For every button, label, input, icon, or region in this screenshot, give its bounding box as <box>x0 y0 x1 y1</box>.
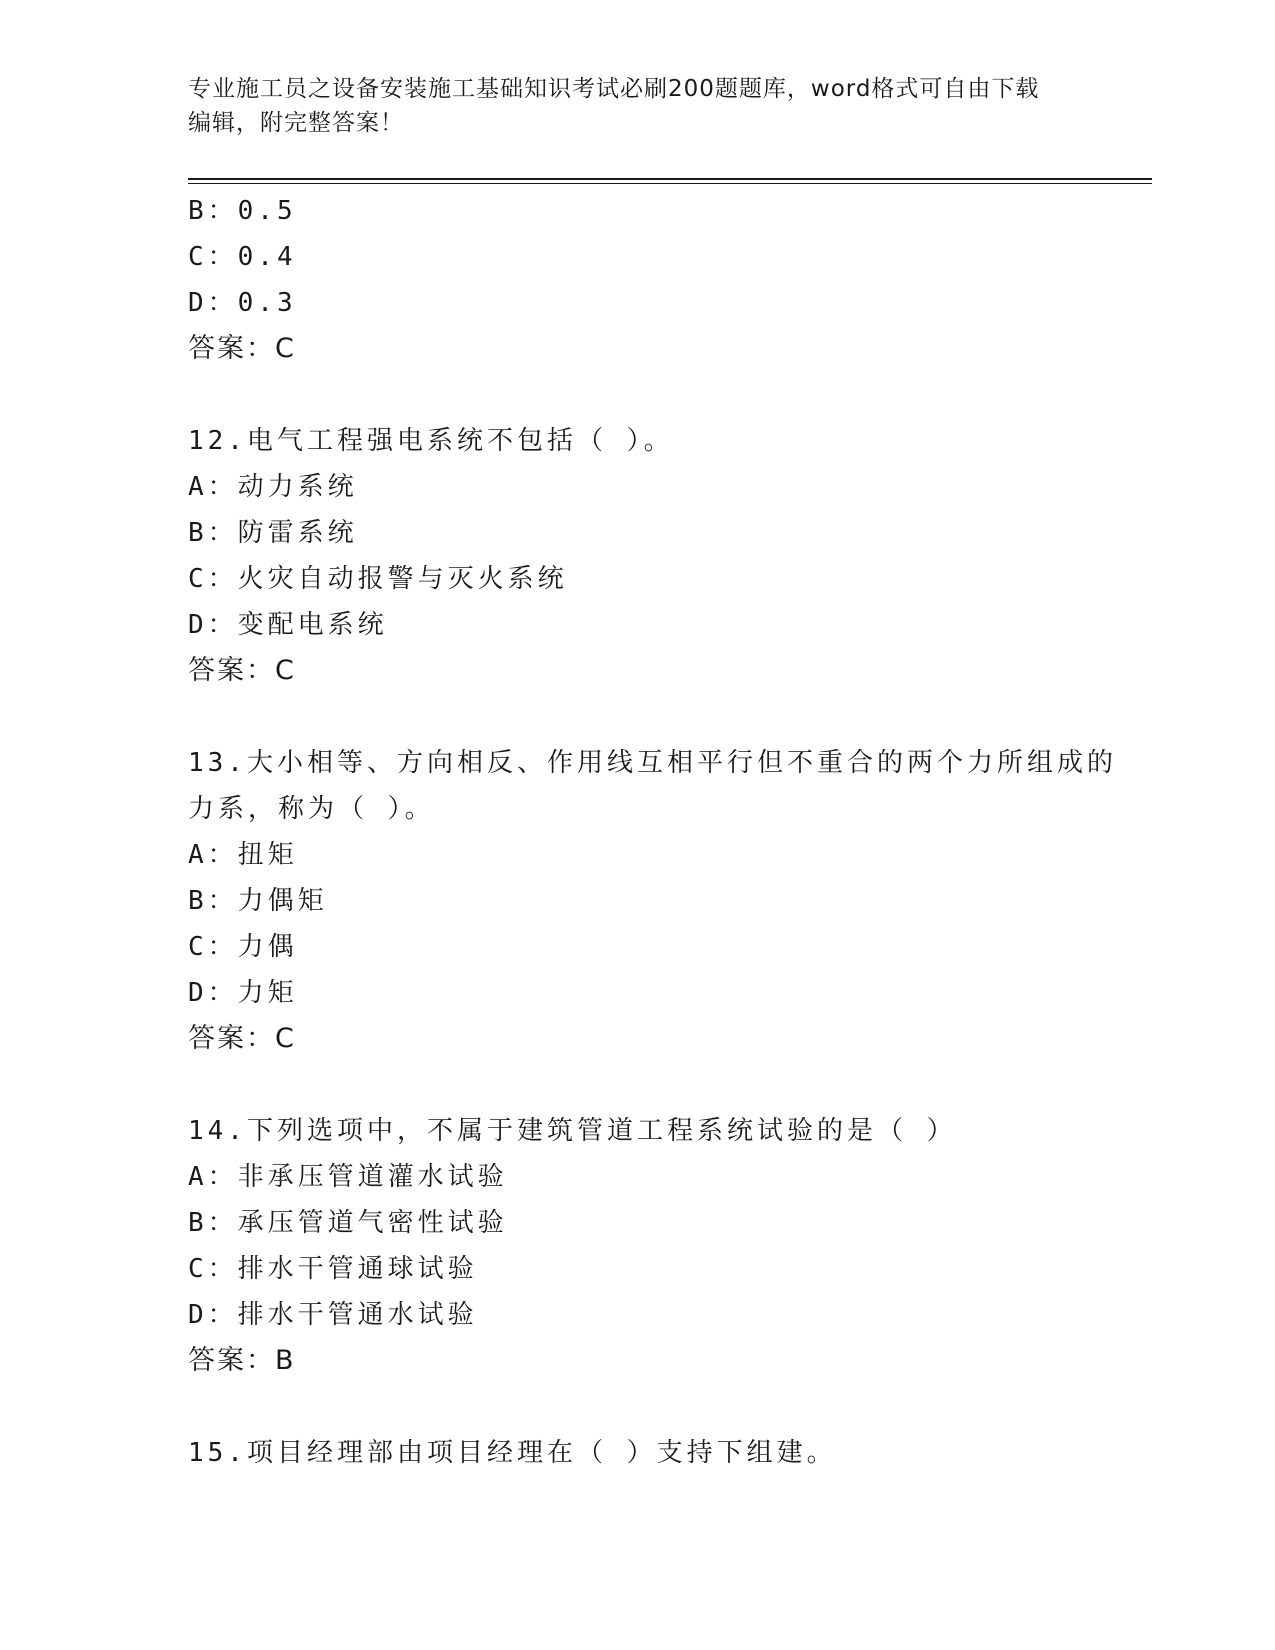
option-a: A：动力系统 <box>188 472 358 502</box>
question-stem-line-2: 力系，称为（ ）。 <box>188 794 435 824</box>
question-13 <box>188 740 1117 1062</box>
question-stem-line-1: 13.大小相等、方向相反、作用线互相平行但不重合的两个力所组成的 <box>188 748 1117 778</box>
question-11-continued <box>188 188 1088 372</box>
question-list <box>188 188 1117 1476</box>
answer-line: 答案：C <box>188 655 296 686</box>
answer-line: 答案：C <box>188 333 296 364</box>
option-b: B：防雷系统 <box>188 518 358 548</box>
option-a: A：扭矩 <box>188 840 298 870</box>
option-b: B：0.5 <box>188 196 297 226</box>
option-c: C：0.4 <box>188 242 297 272</box>
option-c: C：排水干管通球试验 <box>188 1254 478 1284</box>
question-14 <box>188 1108 1088 1384</box>
header-title-line-2: 编辑，附完整答案！ <box>188 110 404 136</box>
answer-line: 答案：B <box>188 1345 296 1376</box>
question-stem: 15.项目经理部由项目经理在（ ）支持下组建。 <box>188 1438 837 1468</box>
option-c: C：火灾自动报警与灭火系统 <box>188 564 568 594</box>
option-b: B：承压管道气密性试验 <box>188 1208 508 1238</box>
document-header <box>188 72 1088 140</box>
option-c: C：力偶 <box>188 932 298 962</box>
header-title-line-1: 专业施工员之设备安装施工基础知识考试必刷200题题库，word格式可自由下载 <box>188 76 1040 102</box>
question-stem: 12.电气工程强电系统不包括（ ）。 <box>188 426 674 456</box>
header-rule-thin <box>188 183 1152 184</box>
option-d: D：排水干管通水试验 <box>188 1300 478 1330</box>
question-15 <box>188 1430 1088 1476</box>
answer-line: 答案：C <box>188 1023 296 1054</box>
option-d: D：变配电系统 <box>188 610 388 640</box>
option-d: D：0.3 <box>188 288 297 318</box>
question-12 <box>188 418 1088 694</box>
option-b: B：力偶矩 <box>188 886 328 916</box>
option-a: A：非承压管道灌水试验 <box>188 1162 508 1192</box>
option-d: D：力矩 <box>188 978 298 1008</box>
question-stem: 14.下列选项中，不属于建筑管道工程系统试验的是（ ） <box>188 1116 957 1146</box>
header-rule-thick <box>188 178 1152 180</box>
